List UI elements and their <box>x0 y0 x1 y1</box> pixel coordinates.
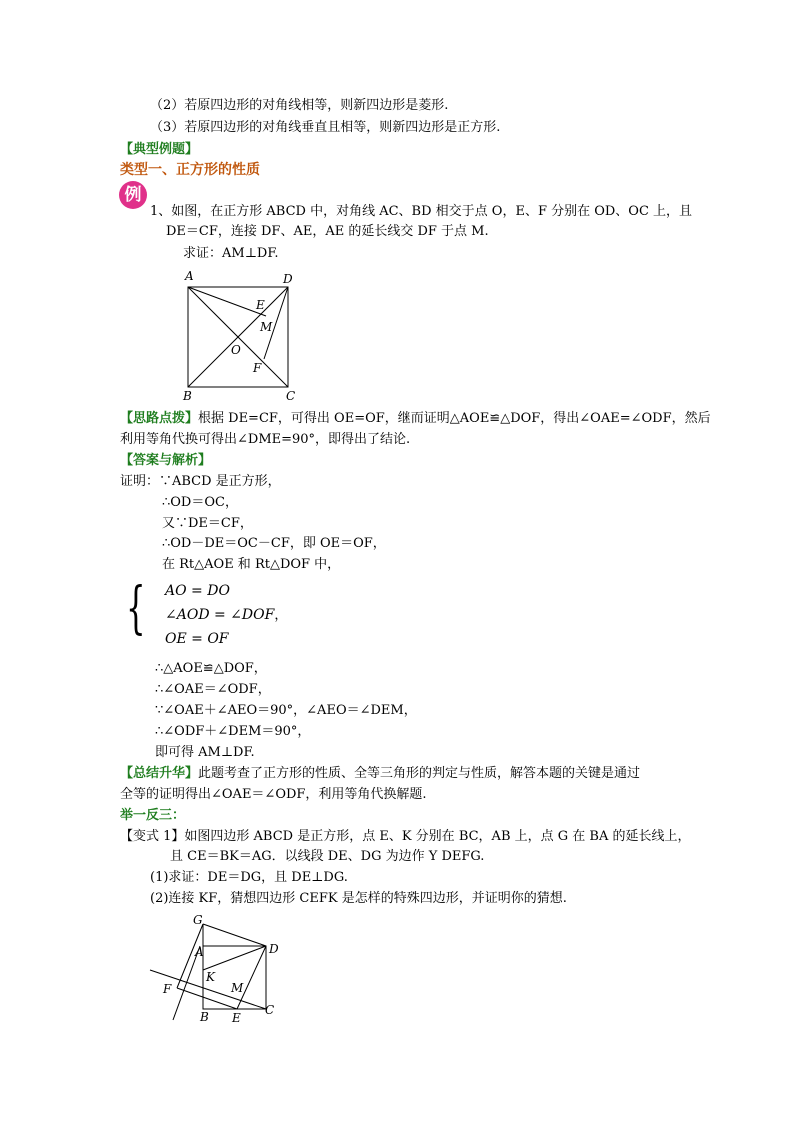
label-c2: C <box>265 1003 275 1017</box>
example-badge-label: 例 <box>124 185 142 205</box>
label-f: F <box>253 361 262 375</box>
label-e2: E <box>232 1011 241 1025</box>
segment-fe <box>177 988 237 1009</box>
label-f2: F <box>163 982 172 996</box>
variant-question-1: (1)求证：DE＝DG，且 DE⊥DG. <box>150 870 348 885</box>
examples-heading: 【典型例题】 <box>120 142 199 157</box>
label-k2: K <box>206 970 215 984</box>
variant-line-2: 且 CE＝BK＝AG．以线段 DE、DG 为边作 Y DEFG. <box>170 849 485 864</box>
proof-line-7: ∴∠OAE＝∠ODF， <box>155 682 271 697</box>
label-c: C <box>286 389 296 403</box>
label-m: M <box>260 320 273 334</box>
label-a2: A <box>195 945 204 959</box>
system-brace: { <box>126 576 146 641</box>
hint-line-2: 利用等角代换可得出∠DME=90°，即得出了结论. <box>120 432 411 447</box>
intro-line-3: （3）若原四边形的对角线垂直且相等，则新四边形是正方形. <box>150 120 501 135</box>
label-e: E <box>256 298 265 312</box>
hint-text-1: 根据 DE=CF，可得出 OE=OF，继而证明△AOE≌△DOF，得出∠OAE=∠ODF，然后 <box>198 411 711 426</box>
summary-tag: 【总结升华】 <box>120 766 199 781</box>
type-heading: 类型一、正方形的性质 <box>120 162 260 178</box>
proof-line-3: 又∵DE＝CF， <box>162 516 253 531</box>
label-a: A <box>185 269 194 283</box>
segment-gd <box>203 924 266 946</box>
proof-line-2: ∴OD＝OC， <box>162 495 238 510</box>
label-b: B <box>183 389 192 403</box>
hint-line-1 <box>120 410 711 428</box>
system-eq-1: AO = DO <box>165 583 230 599</box>
label-m2: M <box>231 981 244 995</box>
system-eq-2-tail: ， <box>274 608 288 623</box>
proof-line-10: 即可得 AM⊥DF. <box>155 745 255 760</box>
summary-line-2: 全等的证明得出∠OAE＝∠ODF，利用等角代换解题. <box>120 787 427 802</box>
proof-line-5: 在 Rt△AOE 和 Rt△DOF 中， <box>162 557 341 572</box>
proof-line-8: ∵∠OAE＋∠AEO＝90°，∠AEO＝∠DEM， <box>155 703 417 718</box>
segment-am <box>188 287 266 316</box>
variant-line-1: 【变式 1】如图四边形 ABCD 是正方形，点 E、K 分别在 BC，AB 上，点 G 在 BA 的延长线上， <box>120 829 691 844</box>
label-g2: G <box>193 913 203 927</box>
proof-line-6: ∴△AOE≌△DOF， <box>155 661 267 676</box>
problem-line-2: DE＝CF，连接 DF、AE，AE 的延长线交 DF 于点 M. <box>166 224 489 239</box>
variant-question-2: (2)连接 KF，猜想四边形 CEFK 是怎样的特殊四边形，并证明你的猜想. <box>150 891 567 906</box>
hint-tag: 【思路点拨】 <box>120 411 199 426</box>
label-o: O <box>231 343 241 357</box>
problem-line-1: 1、如图，在正方形 ABCD 中，对角线 AC、BD 相交于点 O，E、F 分别在 OD、OC 上，且 <box>150 204 693 219</box>
proof-line-9: ∴∠ODF＋∠DEM＝90°， <box>155 724 311 739</box>
problem-line-3: 求证：AM⊥DF. <box>183 246 279 261</box>
summary-text-1: 此题考查了正方形的性质、全等三角形的判定与性质，解答本题的关键是通过 <box>198 766 641 781</box>
label-b2: B <box>200 1010 209 1024</box>
proof-line-4: ∴OD－DE＝OC－CF，即 OE＝OF， <box>162 536 386 551</box>
answer-heading: 【答案与解析】 <box>120 453 212 468</box>
system-eq-3: OE = OF <box>165 631 229 647</box>
figure-2-square <box>145 910 285 1025</box>
label-d: D <box>283 272 293 286</box>
label-d2: D <box>269 942 279 956</box>
example-badge <box>119 181 147 209</box>
system-eq-2-row <box>165 606 287 625</box>
practice-heading: 举一反三： <box>120 808 186 823</box>
intro-line-2: （2）若原四边形的对角线相等，则新四边形是菱形. <box>150 98 449 113</box>
figure-1-square <box>180 268 302 404</box>
proof-line-1: 证明：∵ABCD 是正方形， <box>120 474 281 489</box>
summary-line-1 <box>120 765 640 783</box>
system-eq-2: ∠AOD = ∠DOF <box>165 607 275 623</box>
